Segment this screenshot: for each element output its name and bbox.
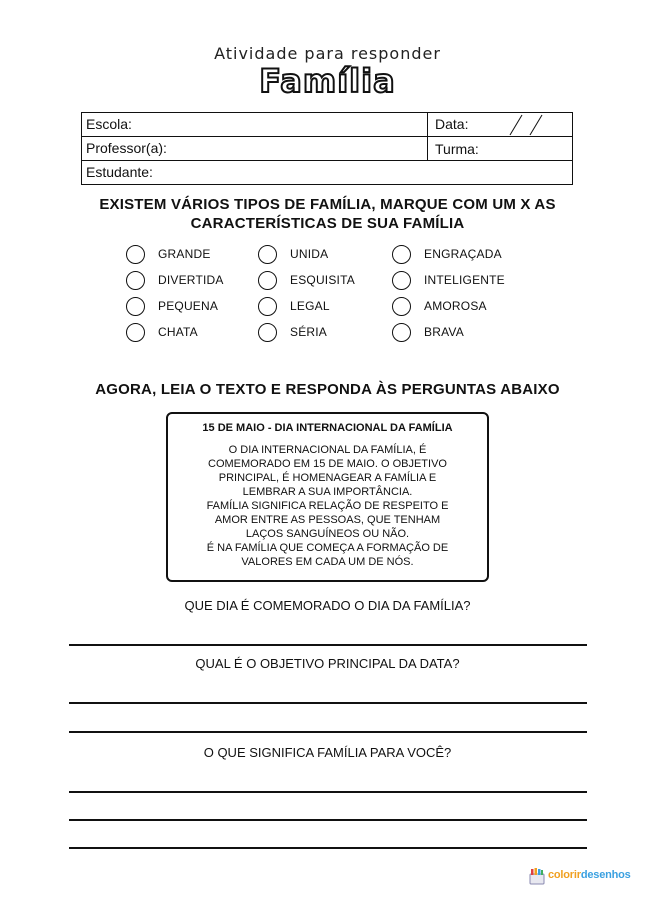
answer-line[interactable] bbox=[69, 731, 587, 733]
section1-heading-line2: CARACTERÍSTICAS DE SUA FAMÍLIA bbox=[190, 215, 465, 232]
option-label: CHATA bbox=[158, 325, 198, 339]
answer-line[interactable] bbox=[69, 702, 587, 704]
question-3: O QUE SIGNIFICA FAMÍLIA PARA VOCÊ? bbox=[203, 745, 452, 760]
option-label: INTELIGENTE bbox=[424, 273, 505, 287]
option-label: BRAVA bbox=[424, 325, 464, 339]
answer-line[interactable] bbox=[69, 847, 587, 849]
section2-heading: AGORA, LEIA O TEXTO E RESPONDA ÀS PERGUNTAS ABAIXO bbox=[95, 381, 560, 398]
checkbox-circle[interactable] bbox=[258, 245, 277, 264]
option-label: LEGAL bbox=[290, 299, 330, 313]
checkbox-circle[interactable] bbox=[258, 271, 277, 290]
date-label: Data: bbox=[435, 116, 469, 132]
option-label: UNIDA bbox=[290, 247, 329, 261]
watermark-text-part1: colorir bbox=[548, 869, 581, 881]
teacher-label: Professor(a): bbox=[86, 140, 167, 156]
text-line: VALORES EM CADA UM DE NÓS. bbox=[241, 556, 414, 568]
text-line: PRINCIPAL, É HOMENAGEAR A FAMÍLIA E bbox=[218, 472, 437, 484]
school-label: Escola: bbox=[86, 116, 132, 132]
text-line: LAÇOS SANGUÍNEOS OU NÃO. bbox=[245, 528, 410, 540]
option-label: ENGRAÇADA bbox=[424, 247, 502, 261]
question-1: QUE DIA É COMEMORADO O DIA DA FAMÍLIA? bbox=[184, 598, 471, 613]
activity-subtitle: Atividade para responder bbox=[214, 44, 441, 63]
checkbox-circle[interactable] bbox=[126, 323, 145, 342]
checkbox-circle[interactable] bbox=[392, 271, 411, 290]
checkbox-circle[interactable] bbox=[258, 297, 277, 316]
checkbox-circle[interactable] bbox=[392, 245, 411, 264]
answer-line[interactable] bbox=[69, 819, 587, 821]
option-label: DIVERTIDA bbox=[158, 273, 224, 287]
text-line: É NA FAMÍLIA QUE COMEÇA A FORMAÇÃO DE bbox=[206, 542, 449, 554]
text-line: O DIA INTERNACIONAL DA FAMÍLIA, É bbox=[228, 444, 427, 456]
text-line: FAMÍLIA SIGNIFICA RELAÇÃO DE RESPEITO E bbox=[206, 500, 449, 512]
answer-line[interactable] bbox=[69, 791, 587, 793]
watermark-text bbox=[548, 869, 631, 881]
text-title: 15 DE MAIO - DIA INTERNACIONAL DA FAMÍLIA bbox=[202, 422, 453, 434]
text-body bbox=[168, 443, 487, 569]
option-label: SÉRIA bbox=[290, 325, 328, 339]
info-form bbox=[81, 112, 573, 185]
checkbox-circle[interactable] bbox=[126, 245, 145, 264]
option-label: GRANDE bbox=[158, 247, 211, 261]
text-line: COMEMORADO EM 15 DE MAIO. O OBJETIVO bbox=[208, 458, 447, 470]
checkbox-circle[interactable] bbox=[258, 323, 277, 342]
checkbox-circle[interactable] bbox=[392, 297, 411, 316]
section1-heading bbox=[40, 195, 615, 233]
section1-heading-line1: EXISTEM VÁRIOS TIPOS DE FAMÍLIA, MARQUE COM UM X AS bbox=[99, 196, 556, 213]
info-row-student bbox=[82, 161, 572, 185]
reading-text-box bbox=[166, 412, 489, 582]
checkbox-circle[interactable] bbox=[126, 297, 145, 316]
question-2: QUAL É O OBJETIVO PRINCIPAL DA DATA? bbox=[195, 656, 460, 671]
option-label: PEQUENA bbox=[158, 299, 219, 313]
crayon-box-icon bbox=[528, 867, 546, 885]
date-slashes bbox=[494, 113, 554, 137]
text-line: AMOR ENTRE AS PESSOAS, QUE TENHAM bbox=[214, 514, 441, 526]
info-row-school bbox=[82, 113, 572, 137]
class-label: Turma: bbox=[435, 141, 479, 157]
checkbox-circle[interactable] bbox=[126, 271, 145, 290]
answer-line[interactable] bbox=[69, 644, 587, 646]
divider bbox=[427, 137, 428, 161]
option-label: AMOROSA bbox=[424, 299, 487, 313]
text-line: LEMBRAR A SUA IMPORTÂNCIA. bbox=[242, 486, 413, 498]
option-label: ESQUISITA bbox=[290, 273, 355, 287]
watermark-text-part2: desenhos bbox=[580, 869, 631, 881]
checkbox-circle[interactable] bbox=[392, 323, 411, 342]
divider bbox=[427, 113, 428, 137]
activity-title: Família bbox=[259, 62, 396, 100]
info-row-teacher bbox=[82, 137, 572, 161]
student-label: Estudante: bbox=[86, 164, 153, 180]
